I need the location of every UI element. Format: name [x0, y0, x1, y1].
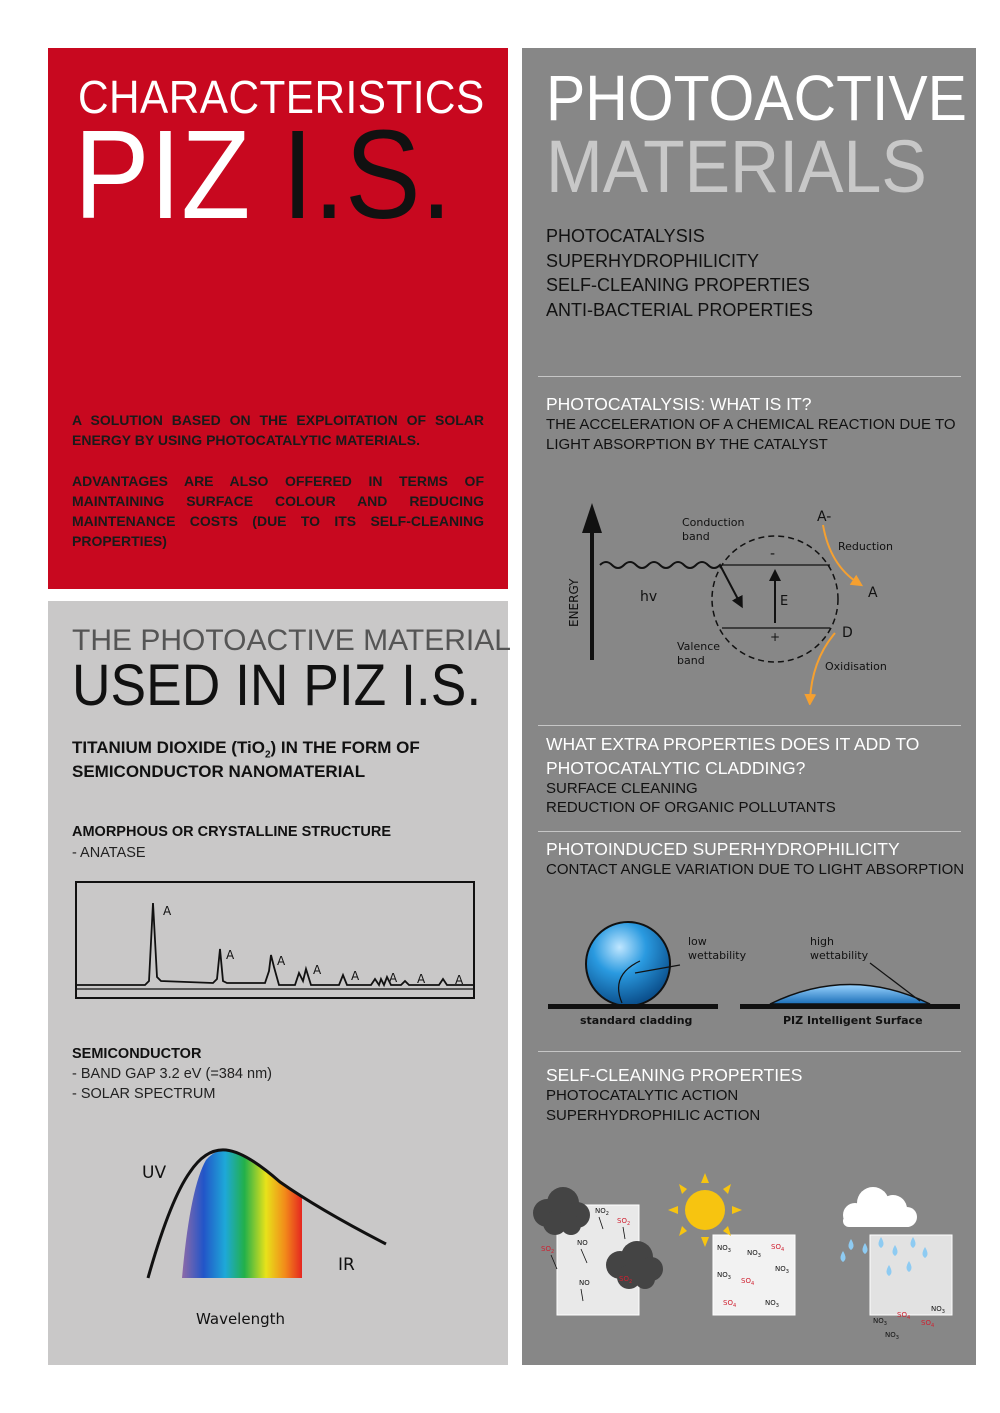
extra-item-surface-cleaning: SURFACE CLEANING: [546, 780, 698, 797]
molecule-so4: $SO_4$: [771, 1243, 785, 1253]
piz-surface: [740, 1004, 960, 1009]
conduction-label: Conduction: [682, 516, 745, 529]
is-word: I.S.: [281, 104, 453, 245]
molecule-no3: $NO_3$: [717, 1271, 731, 1281]
list-item: SUPERHYDROPHILICITY: [546, 250, 760, 271]
molecule-so2: $SO_2$: [541, 1245, 555, 1255]
anatase-peak-label: A: [351, 969, 360, 983]
energy-arrow-icon: [582, 503, 602, 533]
molecule-so2: $SO_2$: [619, 1275, 633, 1285]
a-minus-label: A-: [817, 509, 832, 525]
low-wettability-label: wettability: [688, 949, 747, 962]
list-item: PHOTOCATALYSIS: [546, 226, 705, 246]
divider: [538, 725, 961, 726]
tile-rain: [870, 1235, 952, 1315]
band-gap-item: - BAND GAP 3.2 eV (=384 nm): [72, 1066, 272, 1082]
anatase-peak-label: A: [455, 973, 464, 987]
advantages-paragraph: ADVANTAGES ARE ALSO OFFERED IN TERMS OF MAINTAINING SURFACE COLOUR AND REDUCING MAINTENANCE COSTS (DUE TO ITS SELF-CLEANING PROPERTIES): [72, 473, 484, 549]
piz-word: PIZ: [74, 104, 251, 245]
structure-title: AMORPHOUS OR CRYSTALLINE STRUCTURE: [72, 824, 391, 840]
d-label: D: [842, 625, 853, 641]
extra-properties-title-line1: WHAT EXTRA PROPERTIES DOES IT ADD TO: [546, 734, 920, 754]
xrd-diffraction-pattern: [75, 881, 477, 1001]
divider: [538, 376, 961, 377]
molecule-no3: $NO_3$: [885, 1331, 899, 1341]
valence-label: Valence: [677, 640, 721, 653]
properties-list: [546, 224, 813, 322]
materials-heading: MATERIALS: [546, 125, 927, 208]
wavelength-label: Wavelength: [196, 1310, 285, 1328]
molecule-no3: $NO_3$: [775, 1265, 789, 1275]
molecule-no3: $NO_3$: [747, 1249, 761, 1259]
molecule-no3: $NO_3$: [931, 1305, 945, 1315]
self-cleaning-title: SELF-CLEANING PROPERTIES: [546, 1065, 803, 1085]
molecule-so2: $SO_2$: [617, 1217, 631, 1227]
plus-sign: +: [770, 630, 781, 644]
photoactive-heading: PHOTOACTIVE: [546, 62, 967, 134]
anatase-peak-label: A: [389, 971, 398, 985]
wettability-diagram: [540, 915, 965, 1035]
conduction-band-label: band: [682, 530, 710, 543]
hv-label: hv: [640, 589, 658, 605]
list-item: SELF-CLEANING PROPERTIES: [546, 275, 810, 295]
solution-paragraph: A SOLUTION BASED ON THE EXPLOITATION OF SOLAR ENERGY BY USING PHOTOCATALYTIC MATERIALS.: [72, 412, 484, 448]
extra-properties-title-line2: PHOTOCATALYTIC CLADDING?: [546, 758, 806, 778]
molecule-no2: $NO_2$: [595, 1207, 609, 1217]
low-label: low: [688, 935, 707, 948]
rain-cloud-icon: [843, 1187, 917, 1227]
characteristics-heading: CHARACTERISTICS: [78, 71, 485, 123]
photon-wave: [600, 562, 740, 603]
structure-item: - ANATASE: [72, 845, 146, 861]
list-item: ANTI-BACTERIAL PROPERTIES: [546, 299, 814, 320]
self-cleaning-item-photocatalytic: PHOTOCATALYTIC ACTION: [546, 1087, 739, 1104]
visible-spectrum-area: [182, 1150, 302, 1278]
solar-spectrum-chart: [130, 1140, 400, 1340]
anatase-peak-label: A: [226, 948, 235, 962]
high-label: high: [810, 935, 834, 948]
photocatalysis-desc-line2: LIGHT ABSORPTION BY THE CATALYST: [546, 436, 828, 453]
semiconductor-title: SEMICONDUCTOR: [72, 1046, 202, 1062]
oxidisation-label: Oxidisation: [825, 660, 887, 673]
piz-is-heading: [74, 104, 453, 245]
divider: [538, 1051, 961, 1052]
superhydrophilicity-title: PHOTOINDUCED SUPERHYDROPHILICITY: [546, 839, 900, 859]
extra-item-pollutants: REDUCTION OF ORGANIC POLLUTANTS: [546, 799, 836, 816]
water-film-piz: [770, 985, 930, 1005]
valence-band-label: band: [677, 654, 705, 667]
photocatalysis-diagram: [540, 495, 960, 705]
molecule-no: NO: [577, 1239, 588, 1247]
molecule-so4: $SO_4$: [921, 1319, 935, 1329]
self-cleaning-illustration: [525, 1165, 975, 1355]
tio2-line2: SEMICONDUCTOR NANOMATERIAL: [72, 762, 366, 781]
anatase-peak-label: A: [277, 954, 286, 968]
water-drop-standard: [586, 922, 670, 1006]
energy-label: ENERGY: [567, 578, 581, 627]
anatase-peak-label: A: [417, 972, 426, 986]
used-in-piz-heading: USED IN PIZ I.S.: [72, 653, 482, 718]
molecule-so4: $SO_4$: [741, 1277, 755, 1287]
anatase-peak-label: A: [163, 904, 172, 918]
a-label: A: [868, 585, 878, 601]
molecule-so4: $SO_4$: [897, 1311, 911, 1321]
molecule-no3: $NO_3$: [873, 1317, 887, 1327]
standard-cladding-surface: [548, 1004, 718, 1009]
anatase-peak-label: A: [313, 963, 322, 977]
reduction-arrow: [823, 525, 858, 583]
xrd-trace: [77, 903, 473, 985]
molecule-no3: $NO_3$: [717, 1244, 731, 1254]
molecule-no3: $NO_3$: [765, 1299, 779, 1309]
photocatalysis-title: PHOTOCATALYSIS: WHAT IS IT?: [546, 394, 812, 414]
e-label: E: [780, 594, 789, 609]
piz-surface-label: PIZ Intelligent Surface: [783, 1014, 923, 1027]
molecule-no: NO: [579, 1279, 590, 1287]
solar-spectrum-item: - SOLAR SPECTRUM: [72, 1086, 216, 1102]
xrd-frame: [76, 882, 474, 998]
high-wettability-label: wettability: [810, 949, 869, 962]
divider: [538, 831, 961, 832]
self-cleaning-item-superhydrophilic: SUPERHYDROPHILIC ACTION: [546, 1107, 761, 1124]
minus-sign: -: [770, 546, 776, 562]
superhydrophilicity-desc: CONTACT ANGLE VARIATION DUE TO LIGHT ABSORPTION: [546, 861, 965, 878]
tio2-line1: TITANIUM DIOXIDE (TiO$_2$) IN THE FORM OF: [72, 738, 420, 761]
molecule-so4: $SO_4$: [723, 1299, 737, 1309]
photocatalysis-desc-line1: THE ACCELERATION OF A CHEMICAL REACTION DUE TO: [546, 416, 956, 433]
ir-label: IR: [338, 1255, 355, 1275]
uv-label: UV: [142, 1163, 167, 1183]
reduction-label: Reduction: [838, 540, 893, 553]
standard-cladding-label: standard cladding: [580, 1014, 693, 1027]
photoactive-material-heading: THE PHOTOACTIVE MATERIAL: [72, 624, 511, 657]
sun-icon: [668, 1173, 742, 1247]
